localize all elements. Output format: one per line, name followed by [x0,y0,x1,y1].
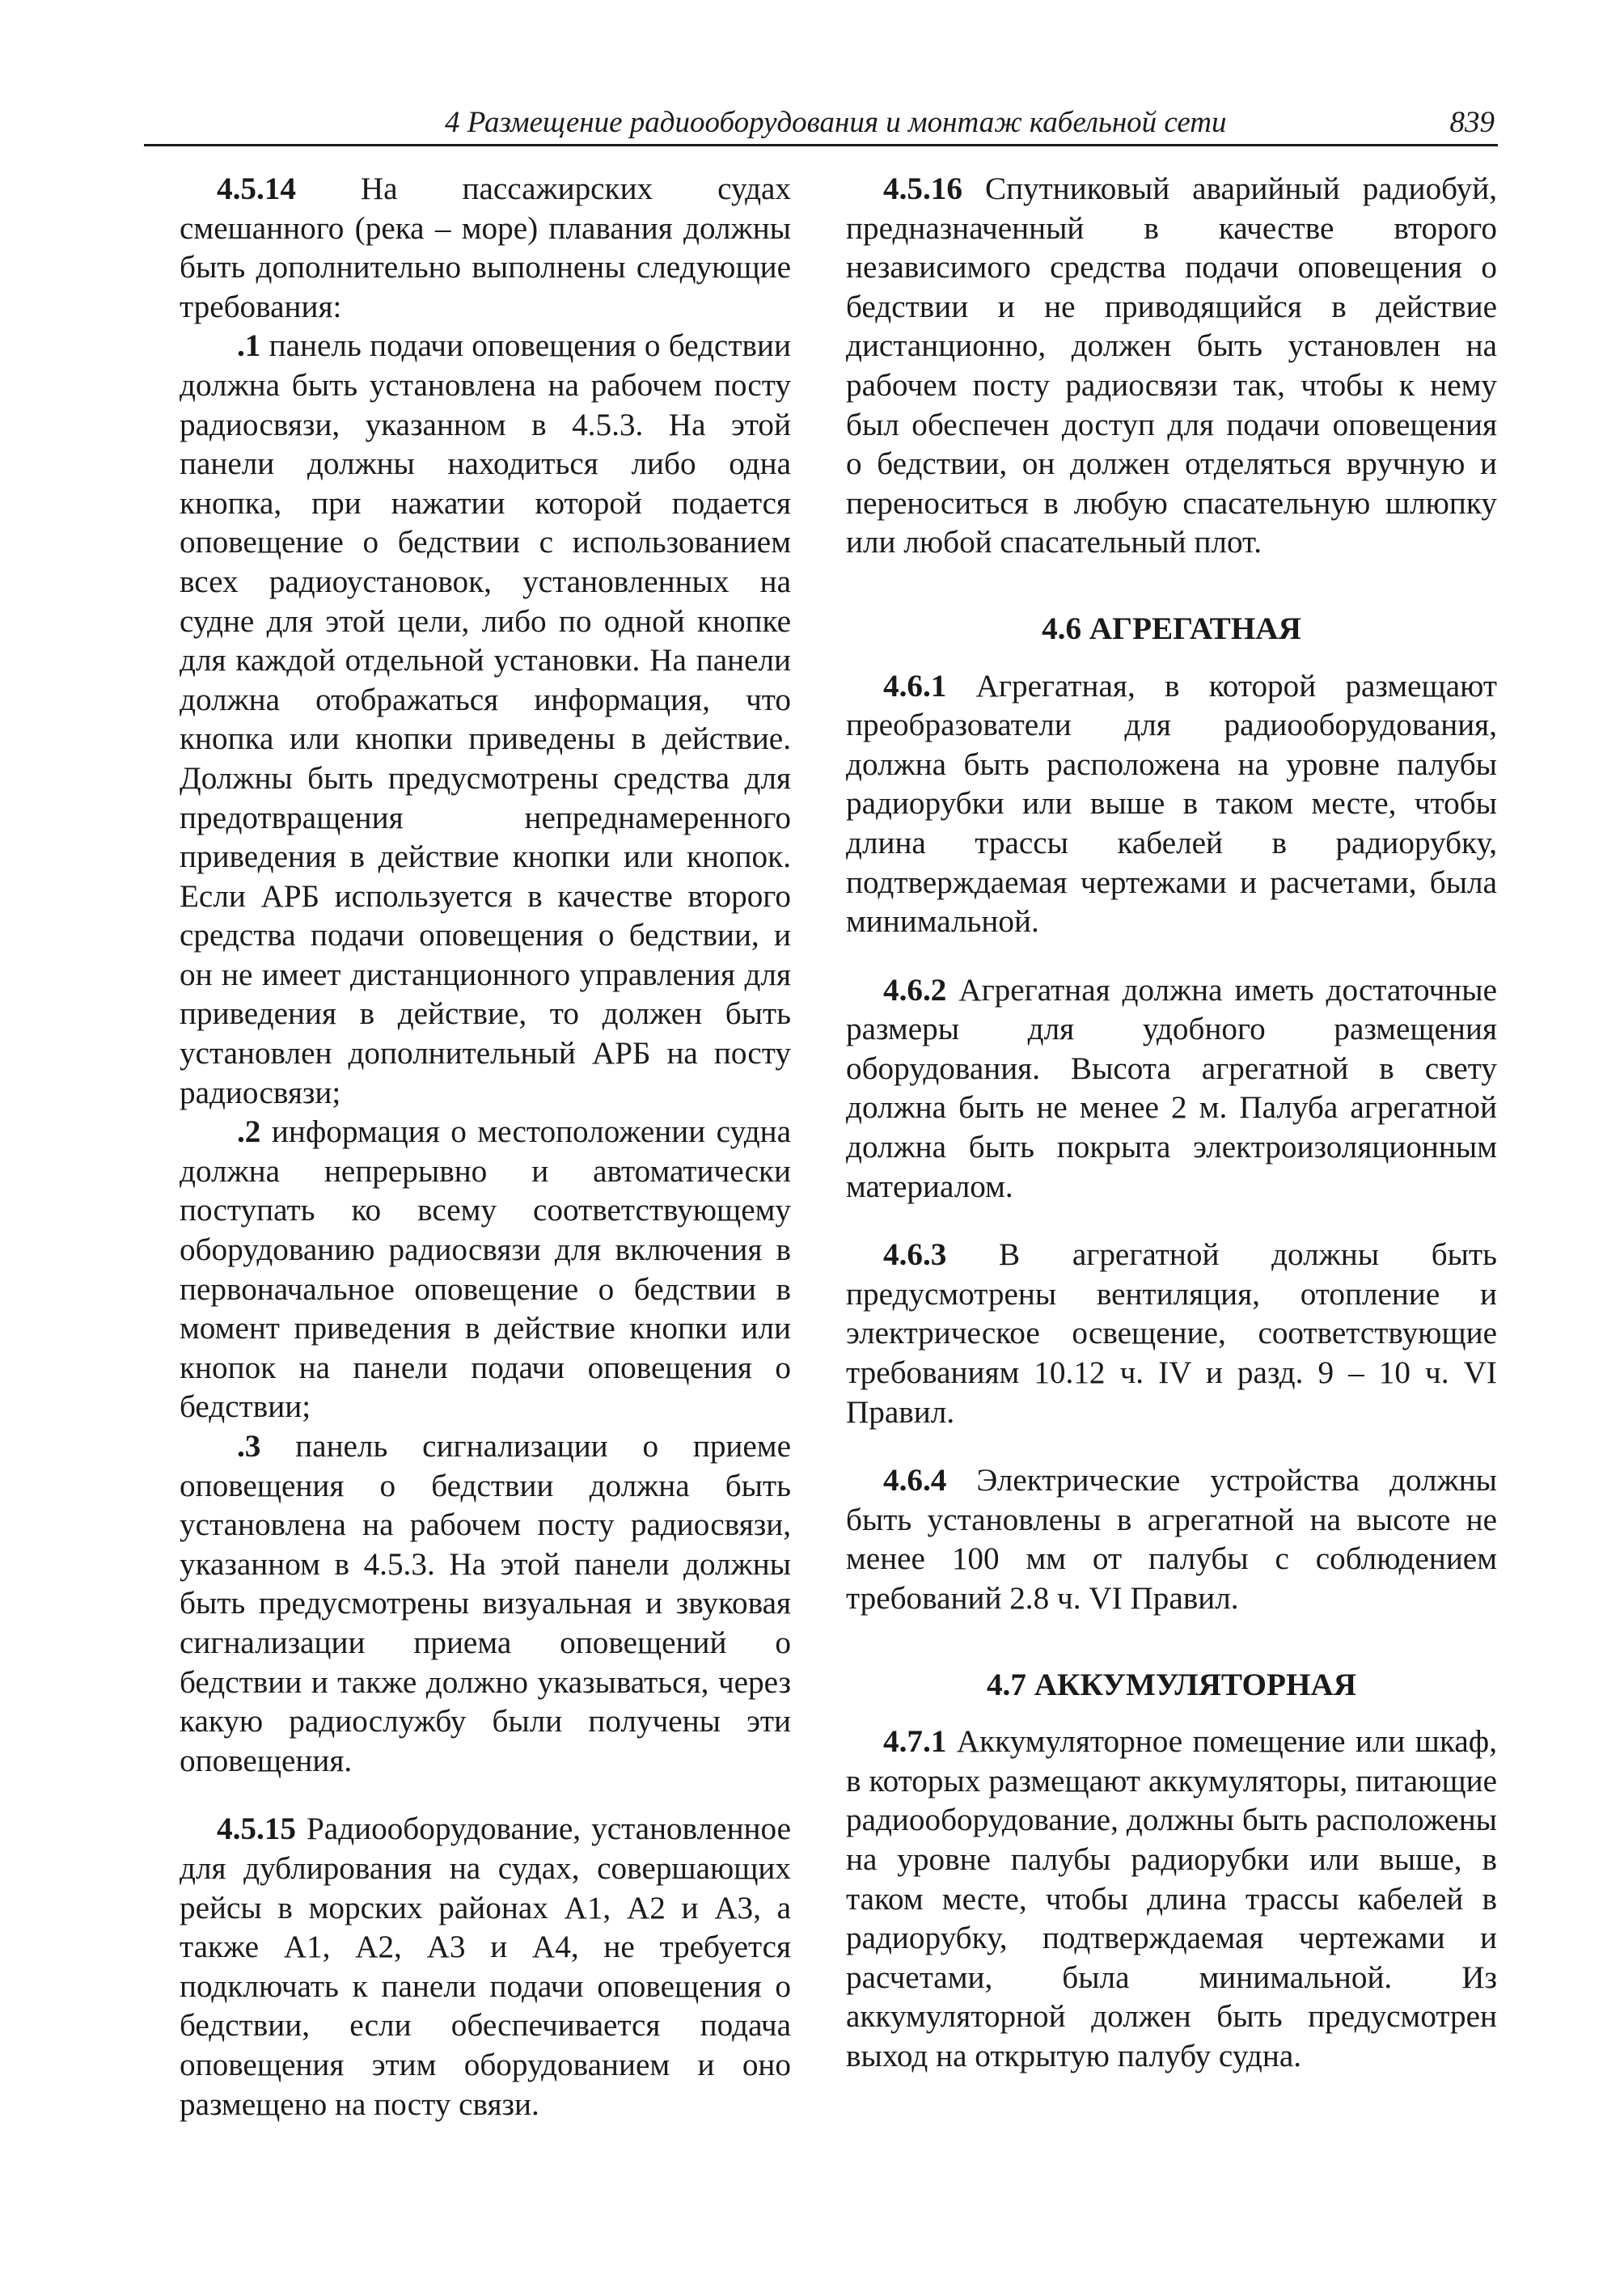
section-heading-4-7: 4.7 АККУМУЛЯТОРНАЯ [986,1667,1357,1702]
paragraph-4-5-15 [180,1810,791,2124]
paragraph-text: Радиооборудование, установленное для дублирования на судах, совершающих рейсы в морских районах А1, А2 и А3, а также А1, А2, А3 и А4, не требуется подключать к панели подачи оповещения о бедствии, если обеспечивается подача оповещения этим оборудованием и оно размещено на посту связи. [180,1811,791,2122]
paragraph-number: 4.6.4 [883,1463,947,1498]
section-heading-4-6: 4.6 АГРЕГАТНАЯ [1042,611,1301,646]
page-number: 839 [1449,106,1495,139]
list-item-number: .3 [237,1429,261,1464]
paragraph-4-5-14 [180,170,791,327]
paragraph-4-6-1 [846,667,1497,942]
list-item-1 [180,327,791,1113]
left-column [180,170,791,2124]
paragraph-text: Электрические устройства должны быть установлены в агрегатной на высоте не менее 100 мм от палубы с соблюдением требований 2.8 ч. VI Правил. [846,1463,1497,1616]
paragraph-number: 4.6.1 [883,668,947,704]
paragraph-number: 4.6.2 [883,972,947,1008]
paragraph-text: Аккумуляторное помещение или шкаф, в которых размещают аккумуляторы, питающие радиооборудование, должны быть расположены на уровне палубы радиорубки или выше, в таком месте, чтобы длина трассы кабелей в радиорубку, подтверждаемая чертежами и расчетами, была минимальной. Из аккумуляторной должен быть предусмотрен выход на открытую палубу судна. [846,1724,1497,2073]
running-header [144,104,1498,146]
list-item-text: панель подачи оповещения о бедствии должна быть установлена на рабочем посту радиосвязи, указанном в 4.5.3. На этой панели должны находиться либо одна кнопка, при нажатии которой подается оповещение о бедствии с использованием всех радиоустановок, установленных на судне для этой цели, либо по одной кнопке для каждой отдельной установки. На панели должна отображаться информация, что кнопка или кнопки приведены в действие. Должны быть предусмотрены средства для предотвращения непреднамеренного приведения в действие кнопки или кнопок. Если АРБ используется в качестве второго средства подачи оповещения о бедствии, и он не имеет дистанционного управления для приведения в действие, то должен быть установлен дополнительный АРБ на посту радиосвязи; [180,328,791,1110]
paragraph-text: На пассажирских судах смешанного (река – море) плавания должны быть дополнительно выполнены следующие требования: [180,171,791,324]
header-title: 4 Размещение радиооборудования и монтаж кабельной сети [445,106,1227,139]
paragraph-number: 4.7.1 [883,1724,947,1760]
paragraph-text: Агрегатная должна иметь достаточные размеры для удобного размещения оборудования. Высота агрегатной в свету должна быть не менее 2 м. Палуба агрегатной должна быть покрыта электроизоляционным материалом. [846,972,1497,1204]
paragraph-number: 4.5.14 [217,171,296,206]
list-item-number: .2 [237,1114,261,1150]
list-item-text: информация о местоположении судна должна непрерывно и автоматически поступать ко всему соответствующему оборудованию радиосвязи для включения в первоначальное оповещение о бедствии в момент приведения в действие кнопки или кнопок на панели подачи оповещения о бедствии; [180,1114,791,1425]
list-item-number: .1 [237,328,261,364]
paragraph-4-6-4 [846,1461,1497,1618]
paragraph-number: 4.5.16 [883,171,962,206]
right-column [846,170,1497,2077]
paragraph-4-7-1 [846,1722,1497,2076]
list-item-text: панель сигнализации о приеме оповещения о бедствии должна быть установлена на рабочем посту радиосвязи, указанном в 4.5.3. На этой панели должны быть предусмотрены визуальная и звуковая сигнализации приема оповещений о бедствии и также должно указываться, через какую радиослужбу были получены эти оповещения. [180,1429,791,1778]
paragraph-4-6-2 [846,971,1497,1207]
paragraph-text: Агрегатная, в которой размещают преобразователи для радиооборудования, должна быть расположена на уровне палубы радиорубки или выше в таком месте, чтобы длина трассы кабелей в радиорубку, подтверждаемая чертежами и расчетами, была минимальной. [846,668,1497,940]
paragraph-4-6-3 [846,1236,1497,1432]
list-item-2 [180,1113,791,1427]
list-item-3 [180,1427,791,1781]
paragraph-4-5-16 [846,170,1497,563]
paragraph-number: 4.6.3 [883,1237,947,1273]
paragraph-number: 4.5.15 [217,1811,296,1847]
paragraph-text: Спутниковый аварийный радиобуй, предназначенный в качестве второго независимого средства подачи оповещения о бедствии и не приводящийся в действие дистанционно, должен быть установлен на рабочем посту радиосвязи так, чтобы к нему был обеспечен доступ для подачи оповещения о бедствии, он должен отделяться вручную и переноситься в любую спасательную шлюпку или любой спасательный плот. [846,171,1497,560]
paragraph-text: В агрегатной должны быть предусмотрены вентиляция, отопление и электрическое освещение, соответствующие требованиям 10.12 ч. IV и разд. 9 – 10 ч. VI Правил. [846,1237,1497,1430]
